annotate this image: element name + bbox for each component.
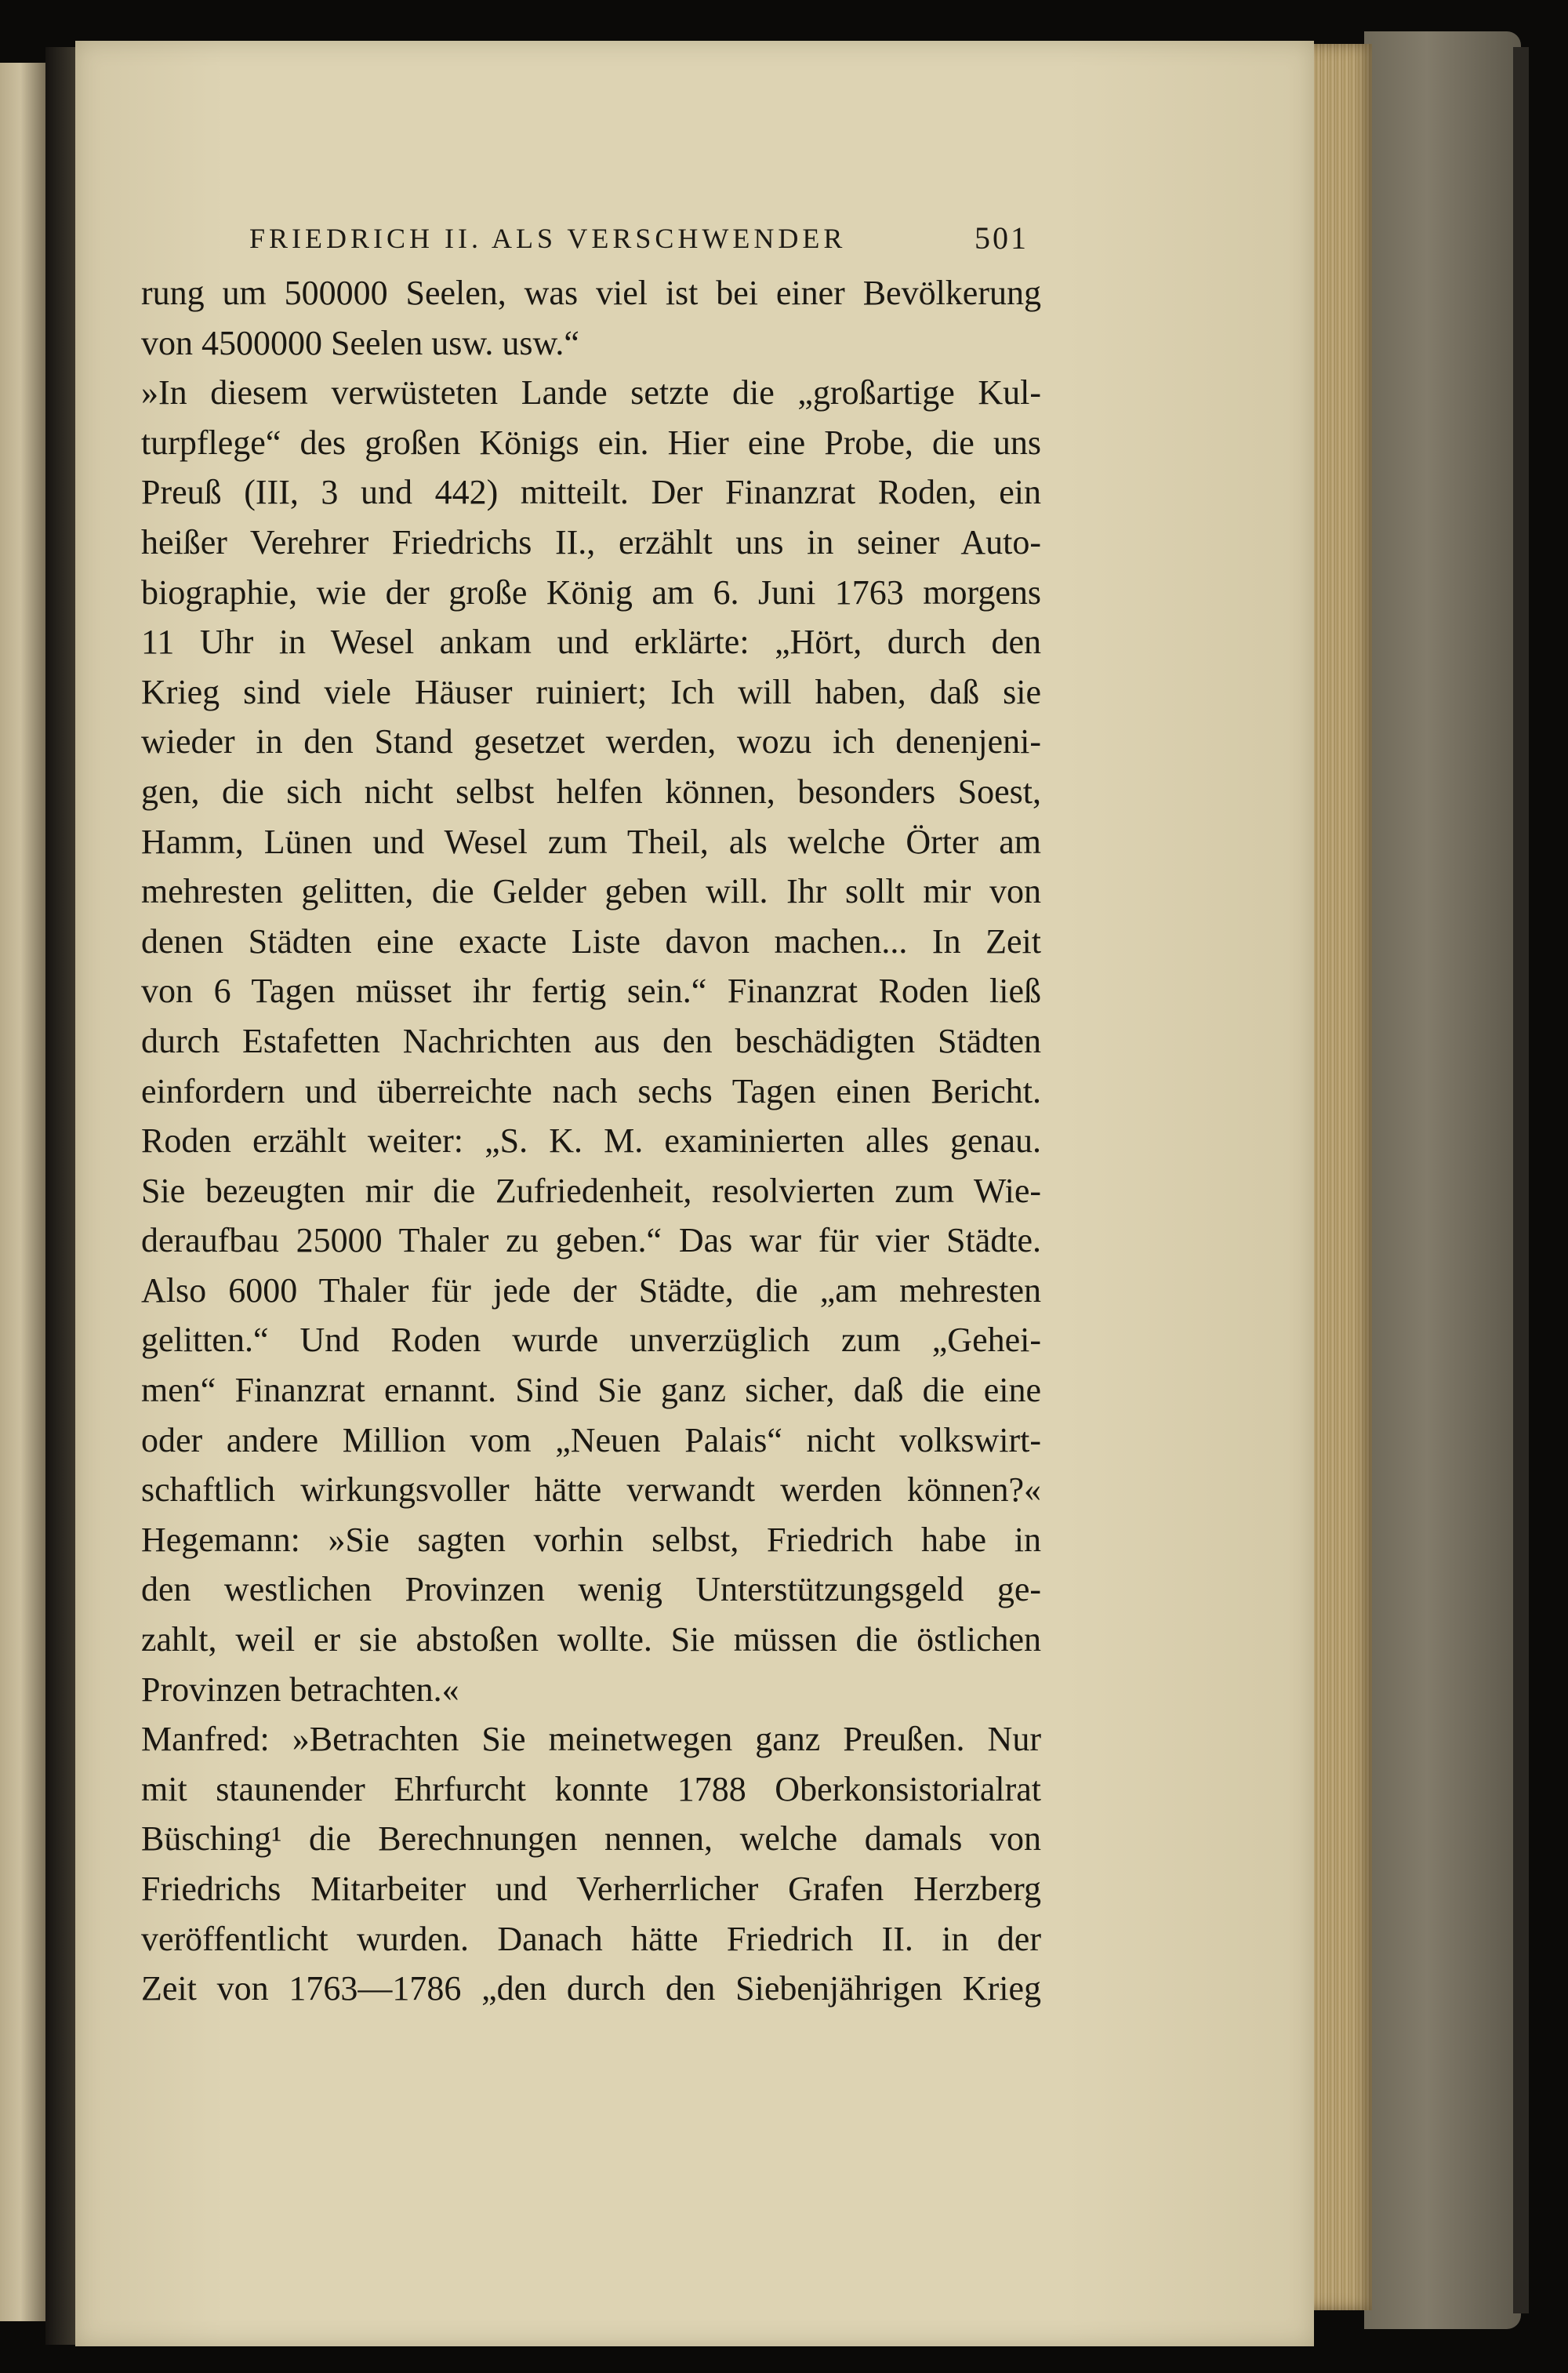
text-line: schaftlich wirkungsvoller hätte verwandt werden können?« bbox=[141, 1470, 1041, 1510]
left-page-edge bbox=[0, 63, 45, 2321]
text-line: Friedrichs Mitarbeiter und Verherrlicher Grafen Herzberg bbox=[141, 1870, 1041, 1908]
book-cover bbox=[1364, 31, 1521, 2329]
cover-edge bbox=[1513, 47, 1529, 2313]
body-text bbox=[141, 268, 1041, 2014]
text-line: Büsching¹ die Berechnungen nennen, welche damals von bbox=[141, 1819, 1041, 1859]
text-line: oder andere Million vom „Neuen Palais“ nicht volkswirt- bbox=[141, 1420, 1041, 1459]
text-line: Sie bezeugten mir die Zufriedenheit, resolvierten zum Wie- bbox=[141, 1171, 1041, 1210]
text-line: heißer Verehrer Friedrichs II., erzählt uns in seiner Auto- bbox=[141, 522, 1041, 561]
text-line: Roden erzählt weiter: „S. K. M. examinierten alles genau. bbox=[141, 1121, 1041, 1161]
text-line: Manfred: »Betrachten Sie meinetwegen ganz Preußen. Nur bbox=[141, 1720, 1041, 1759]
text-line: einfordern und überreichte nach sechs Tagen einen Bericht. bbox=[141, 1071, 1041, 1110]
text-line: rung um 500000 Seelen, was viel ist bei einer Bevölkerung bbox=[141, 274, 1041, 312]
text-line: den westlichen Provinzen wenig Unterstützungsgeld ge- bbox=[141, 1570, 1041, 1609]
text-line: gelitten.“ Und Roden wurde unverzüglich zum „Gehei- bbox=[141, 1321, 1041, 1360]
text-line: men“ Finanzrat ernannt. Sind Sie ganz sicher, daß die eine bbox=[141, 1371, 1041, 1410]
text-line: denen Städten eine exacte Liste davon machen... In Zeit bbox=[141, 921, 1041, 961]
text-line: von 6 Tagen müsset ihr fertig sein.“ Finanzrat Roden ließ bbox=[141, 972, 1041, 1011]
text-line: wieder in den Stand gesetzet werden, wozu ich denenjeni- bbox=[141, 722, 1041, 761]
text-line: gen, die sich nicht selbst helfen können, besonders Soest, bbox=[141, 772, 1041, 811]
text-line: Preuß (III, 3 und 442) mitteilt. Der Finanzrat Roden, ein bbox=[141, 473, 1041, 512]
text-line: veröffentlicht wurden. Danach hätte Friedrich II. in der bbox=[141, 1919, 1041, 1958]
book-gutter bbox=[45, 47, 77, 2345]
text-line: Provinzen betrachten.« bbox=[141, 1670, 459, 1709]
text-line: Hegemann: »Sie sagten vorhin selbst, Friedrich habe in bbox=[141, 1520, 1041, 1559]
text-line: mehresten gelitten, die Gelder geben will. Ihr sollt mir von bbox=[141, 872, 1041, 911]
text-line: Krieg sind viele Häuser ruiniert; Ich will haben, daß sie bbox=[141, 672, 1041, 711]
text-line: 11 Uhr in Wesel ankam und erklärte: „Hört, durch den bbox=[141, 623, 1041, 662]
text-line: »In diesem verwüsteten Lande setzte die „großartige Kul- bbox=[141, 373, 1041, 412]
text-line: mit staunender Ehrfurcht konnte 1788 Oberkonsistorialrat bbox=[141, 1769, 1041, 1808]
text-line: durch Estafetten Nachrichten aus den beschädigten Städten bbox=[141, 1021, 1041, 1060]
text-line: von 4500000 Seelen usw. usw.“ bbox=[141, 323, 579, 362]
text-line: Zeit von 1763—1786 „den durch den Siebenjährigen Krieg bbox=[141, 1969, 1041, 2008]
text-line: turpflege“ des großen Königs ein. Hier eine Probe, die uns bbox=[141, 423, 1041, 462]
running-header: FRIEDRICH II. ALS VERSCHWENDER bbox=[249, 223, 847, 254]
text-line: biographie, wie der große König am 6. Juni 1763 morgens bbox=[141, 572, 1041, 612]
text-line: Also 6000 Thaler für jede der Städte, die „am mehresten bbox=[141, 1270, 1041, 1310]
text-line: deraufbau 25000 Thaler zu geben.“ Das war für vier Städte. bbox=[141, 1221, 1041, 1260]
page-number: 501 bbox=[975, 220, 1029, 256]
text-line: Hamm, Lünen und Wesel zum Theil, als welche Örter am bbox=[141, 822, 1041, 861]
text-line: zahlt, weil er sie abstoßen wollte. Sie müssen die östlichen bbox=[141, 1620, 1041, 1659]
